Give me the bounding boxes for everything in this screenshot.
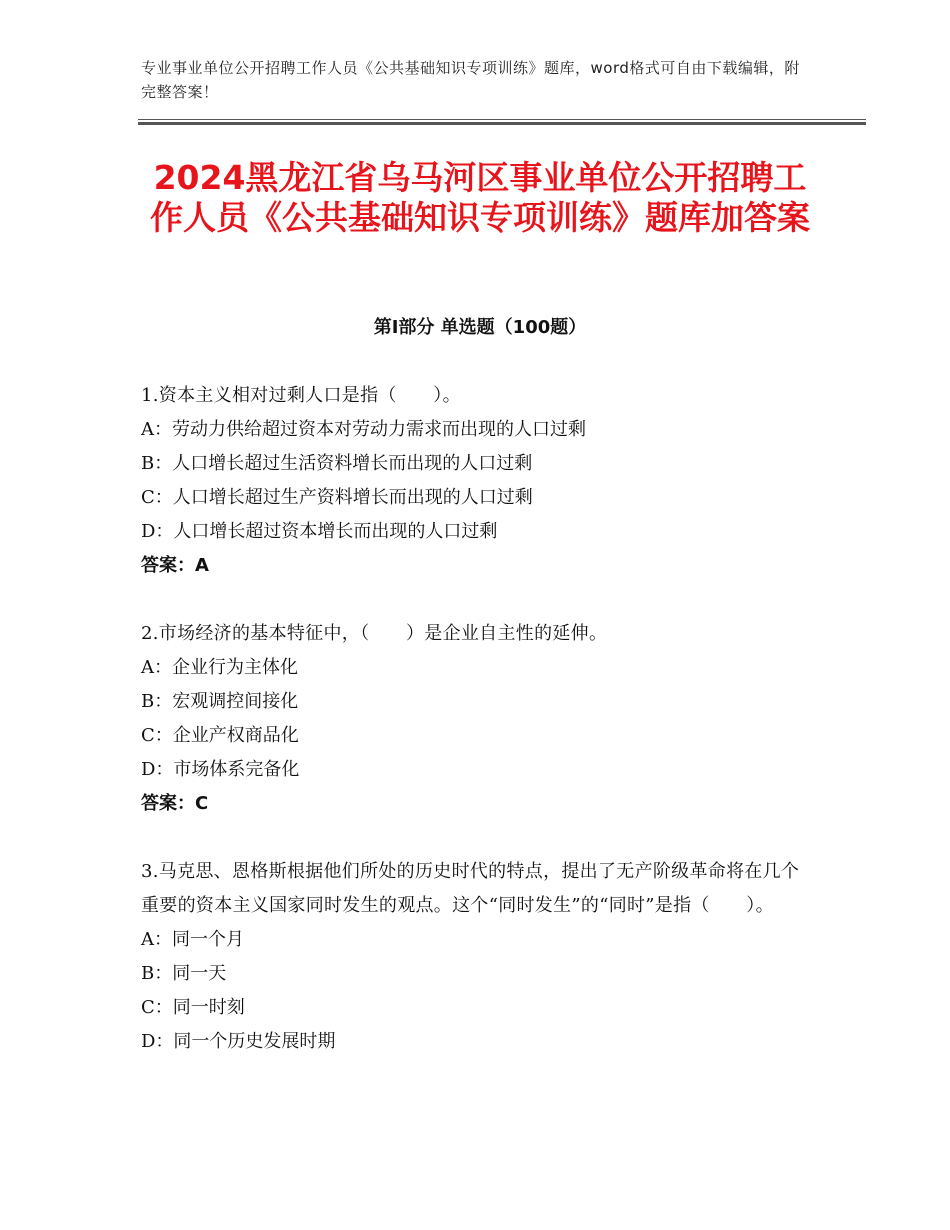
section-heading: 第Ⅰ部分 单选题（100题）	[373, 317, 587, 338]
question-1	[141, 379, 811, 583]
option-b: B：宏观调控间接化	[141, 691, 299, 712]
option-c: C：企业产权商品化	[141, 725, 299, 746]
answer-label: 答案：A	[141, 555, 209, 576]
question-2	[141, 617, 811, 821]
question-list	[141, 379, 811, 1093]
option-a: A：同一个月	[141, 929, 244, 950]
option-b: B：人口增长超过生活资料增长而出现的人口过剩	[141, 453, 533, 474]
header-divider-thin	[138, 119, 866, 120]
option-a: A：企业行为主体化	[141, 657, 298, 678]
option-c: C：人口增长超过生产资料增长而出现的人口过剩	[141, 487, 533, 508]
option-d: D：人口增长超过资本增长而出现的人口过剩	[141, 521, 498, 542]
option-a: A：劳动力供给超过资本对劳动力需求而出现的人口过剩	[141, 419, 586, 440]
question-stem: 1.资本主义相对过剩人口是指（ ）。	[141, 385, 461, 406]
option-c: C：同一时刻	[141, 997, 245, 1018]
option-d: D：同一个历史发展时期	[141, 1031, 336, 1052]
question-stem: 3.马克思、恩格斯根据他们所处的历史时代的特点，提出了无产阶级革命将在几个重要的资本主义国家同时发生的观点。这个“同时发生”的“同时”是指（ ）。	[141, 861, 800, 916]
header-note: 专业事业单位公开招聘工作人员《公共基础知识专项训练》题库，word格式可自由下载编辑，附完整答案！	[141, 59, 800, 101]
answer-label: 答案：C	[141, 793, 209, 814]
document-title: 2024黑龙江省乌马河区事业单位公开招聘工作人员《公共基础知识专项训练》题库加答案	[150, 158, 810, 237]
option-b: B：同一天	[141, 963, 227, 984]
question-stem: 2.市场经济的基本特征中，（ ）是企业自主性的延伸。	[141, 623, 608, 644]
question-3	[141, 855, 811, 1059]
header-divider-thick	[138, 122, 866, 125]
option-d: D：市场体系完备化	[141, 759, 300, 780]
